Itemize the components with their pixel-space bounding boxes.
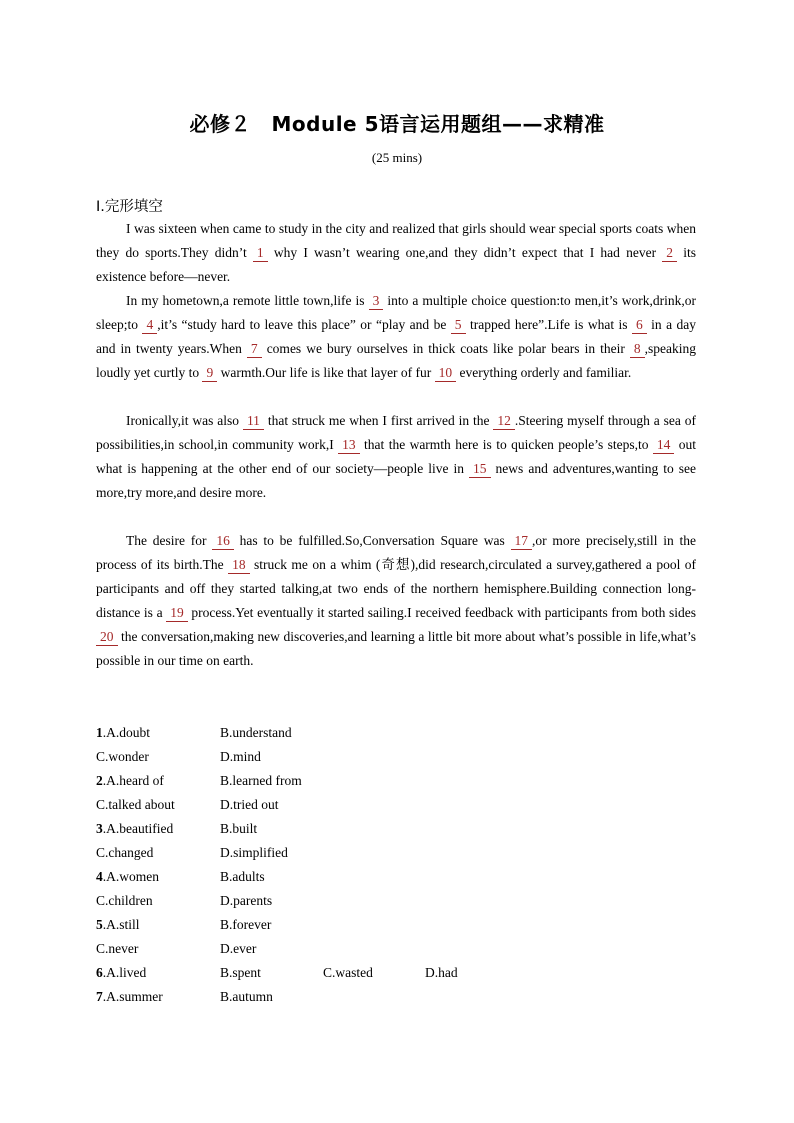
passage-text: I was sixteen when came to study in the city and realized that girls should wear special sports coats when they do sports.They didn’t [96, 221, 696, 260]
blank-2: 2 [662, 244, 677, 262]
question-number: 3 [96, 821, 103, 836]
blank-4: 4 [142, 316, 157, 334]
option-c: C.children [96, 893, 153, 908]
option-c: C.never [96, 941, 139, 956]
passage-text: ,it’s “study hard to leave this place” or “play and be [157, 317, 451, 332]
blank-10: 10 [435, 364, 457, 382]
option-row [96, 937, 458, 961]
section-heading: Ⅰ.完形填空 [96, 199, 163, 215]
passage-text: into a multiple choice question:to men,it’s work,drink,or sleep;to [96, 293, 696, 332]
blank-6: 6 [632, 316, 647, 334]
blank-18: 18 [228, 556, 250, 574]
blank-7: 7 [247, 340, 262, 358]
passage-paragraph-4 [96, 529, 696, 673]
option-d: D.simplified [220, 845, 288, 860]
passage-text: the conversation,making new discoveries,and learning a little bit more about what’s possible in life,what’s possible in our time on earth. [96, 629, 696, 668]
question-number: 1 [96, 725, 103, 740]
option-row [96, 865, 458, 889]
passage-paragraph-2 [96, 289, 696, 385]
passage-text: warmth.Our life is like that layer of fur [217, 365, 435, 380]
option-a: .A.heard of [102, 773, 164, 788]
option-d: D.ever [220, 941, 257, 956]
option-a: .A.women [102, 869, 159, 884]
option-b: B.built [220, 821, 258, 836]
option-b: B.understand [220, 725, 292, 740]
passage-text: news and adventures,wanting to see more,try more,and desire more. [96, 461, 697, 500]
blank-14: 14 [653, 436, 675, 454]
question-number: 7 [96, 989, 103, 1004]
option-row [96, 721, 458, 745]
options-list [96, 721, 458, 1009]
blank-11: 11 [243, 412, 264, 430]
passage-paragraph-1 [96, 217, 696, 289]
option-a: .A.lived [102, 965, 147, 980]
question-number: 6 [96, 965, 103, 980]
blank-19: 19 [166, 604, 188, 622]
option-row [96, 745, 458, 769]
blank-1: 1 [253, 244, 268, 262]
passage-text: that the warmth here is to quicken people’s steps,to [359, 437, 653, 452]
option-d: D.had [425, 965, 458, 980]
option-b: B.autumn [220, 989, 273, 1004]
passage-text: process.Yet eventually it started sailing.I received feedback with participants from both sides [187, 605, 696, 620]
question-number: 4 [96, 869, 103, 884]
option-d: D.parents [220, 893, 273, 908]
passage-text: trapped here”.Life is what is [465, 317, 632, 332]
time-limit: (25 mins) [371, 150, 423, 165]
option-a: .A.doubt [102, 725, 150, 740]
option-row [96, 985, 458, 1009]
option-row [96, 889, 458, 913]
passage-text: everything orderly and familiar. [456, 365, 632, 380]
option-row [96, 769, 458, 793]
option-a: .A.summer [102, 989, 163, 1004]
passage-text: In my hometown,a remote little town,life is [126, 293, 369, 308]
passage-text: has to be fulfilled.So,Conversation Square was [233, 533, 511, 548]
option-b: B.learned from [220, 773, 302, 788]
passage-text: in a day and in twenty years.When [96, 317, 696, 356]
blank-13: 13 [338, 436, 360, 454]
passage-text: out what is happening at the other end of our society—people live in [96, 437, 696, 476]
blank-9: 9 [202, 364, 217, 382]
question-number: 5 [96, 917, 103, 932]
option-b: B.adults [220, 869, 265, 884]
option-row [96, 817, 458, 841]
passage-text: struck me on a whim (奇想),did research,circulated a survey,gathered a pool of participants and off they started talking,at two ends of the northern hemisphere.Building connection long-distance is a [96, 557, 696, 620]
passage-text: The desire for [126, 533, 213, 548]
blank-8: 8 [630, 340, 645, 358]
passage-text: ,speaking loudly yet curtly to [96, 341, 696, 380]
option-c: C.talked about [96, 797, 175, 812]
option-b: B.forever [220, 917, 272, 932]
option-a: .A.beautified [102, 821, 174, 836]
blank-3: 3 [369, 292, 384, 310]
option-d: D.mind [220, 749, 261, 764]
passage-text: .Steering myself through a sea of possibilities,in school,in community work,I [96, 413, 697, 452]
blank-17: 17 [511, 532, 533, 550]
page-title: 必修２ Module 5语言运用题组——求精准 [189, 112, 605, 136]
option-row [96, 961, 458, 985]
blank-5: 5 [451, 316, 466, 334]
question-number: 2 [96, 773, 103, 788]
option-d: D.tried out [220, 797, 279, 812]
option-row [96, 793, 458, 817]
blank-20: 20 [96, 628, 118, 646]
blank-16: 16 [212, 532, 234, 550]
passage-text: ,or more precisely,still in the process of its birth.The [96, 533, 696, 572]
option-b: B.spent [220, 965, 261, 980]
option-a: .A.still [102, 917, 140, 932]
passage-text: why I wasn’t wearing one,and they didn’t expect that I had never [267, 245, 663, 260]
passage-text: that struck me when I first arrived in the [263, 413, 494, 428]
option-c: C.wasted [323, 965, 373, 980]
option-row [96, 841, 458, 865]
blank-12: 12 [493, 412, 515, 430]
option-c: C.changed [96, 845, 154, 860]
passage-text: Ironically,it was also [126, 413, 243, 428]
blank-15: 15 [469, 460, 491, 478]
passage-text: comes we bury ourselves in thick coats like polar bears in their [261, 341, 630, 356]
passage-paragraph-3 [96, 409, 696, 505]
option-c: C.wonder [96, 749, 149, 764]
option-row [96, 913, 458, 937]
passage-text: its existence before—never. [96, 245, 696, 284]
